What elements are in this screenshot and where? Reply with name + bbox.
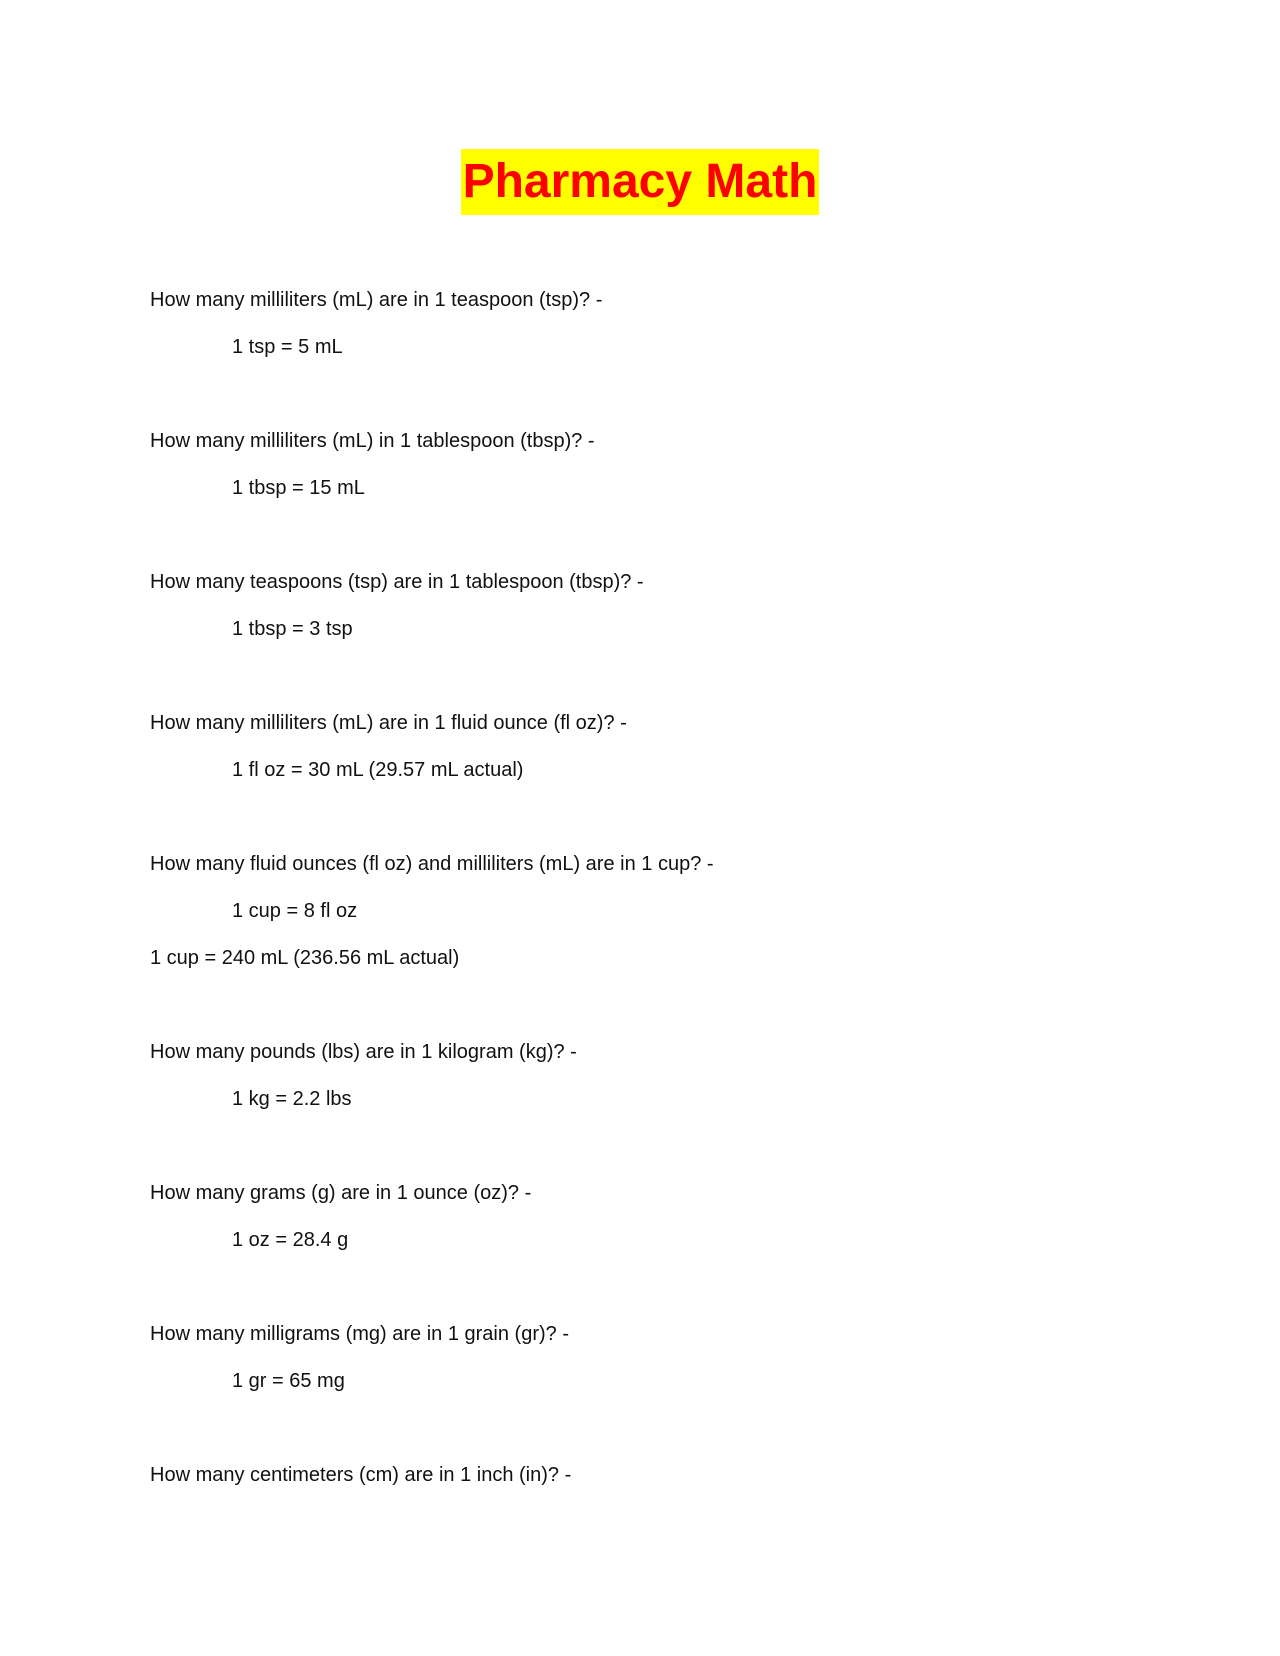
qa-item-inch-cm <box>150 1463 1200 1487</box>
title-container <box>0 149 1280 215</box>
answer-text: 1 gr = 65 mg <box>232 1370 345 1392</box>
question-text: How many milliliters (mL) in 1 tablespoon (tbsp)? - <box>150 430 595 452</box>
qa-item-grain-mg <box>150 1322 1200 1393</box>
answer-text: 1 tbsp = 3 tsp <box>232 618 353 640</box>
answer-text: 1 cup = 240 mL (236.56 mL actual) <box>150 947 460 969</box>
question-text: How many teaspoons (tsp) are in 1 tablespoon (tbsp)? - <box>150 571 644 593</box>
qa-item-tablespoon-tsp <box>150 570 1200 641</box>
question-text: How many pounds (lbs) are in 1 kilogram (kg)? - <box>150 1041 577 1063</box>
question-text: How many grams (g) are in 1 ounce (oz)? - <box>150 1182 532 1204</box>
answer-text: 1 fl oz = 30 mL (29.57 mL actual) <box>232 759 524 781</box>
answer-text: 1 kg = 2.2 lbs <box>232 1088 352 1110</box>
qa-item-cup <box>150 852 1200 970</box>
question-text: How many milliliters (mL) are in 1 fluid ounce (fl oz)? - <box>150 712 627 734</box>
question-text: How many milligrams (mg) are in 1 grain (gr)? - <box>150 1323 569 1345</box>
qa-item-tablespoon-ml <box>150 429 1200 500</box>
question-text: How many centimeters (cm) are in 1 inch (in)? - <box>150 1464 572 1486</box>
qa-item-teaspoon-ml <box>150 288 1200 359</box>
answer-text: 1 tbsp = 15 mL <box>232 477 365 499</box>
page-title: Pharmacy Math <box>461 149 820 215</box>
answer-text: 1 tsp = 5 mL <box>232 336 343 358</box>
answer-text: 1 oz = 28.4 g <box>232 1229 349 1251</box>
qa-item-kilogram-lbs <box>150 1040 1200 1111</box>
question-text: How many fluid ounces (fl oz) and milliliters (mL) are in 1 cup? - <box>150 853 714 875</box>
answer-text: 1 cup = 8 fl oz <box>232 900 358 922</box>
qa-item-fluid-ounce-ml <box>150 711 1200 782</box>
question-text: How many milliliters (mL) are in 1 teaspoon (tsp)? - <box>150 289 603 311</box>
qa-item-ounce-grams <box>150 1181 1200 1252</box>
